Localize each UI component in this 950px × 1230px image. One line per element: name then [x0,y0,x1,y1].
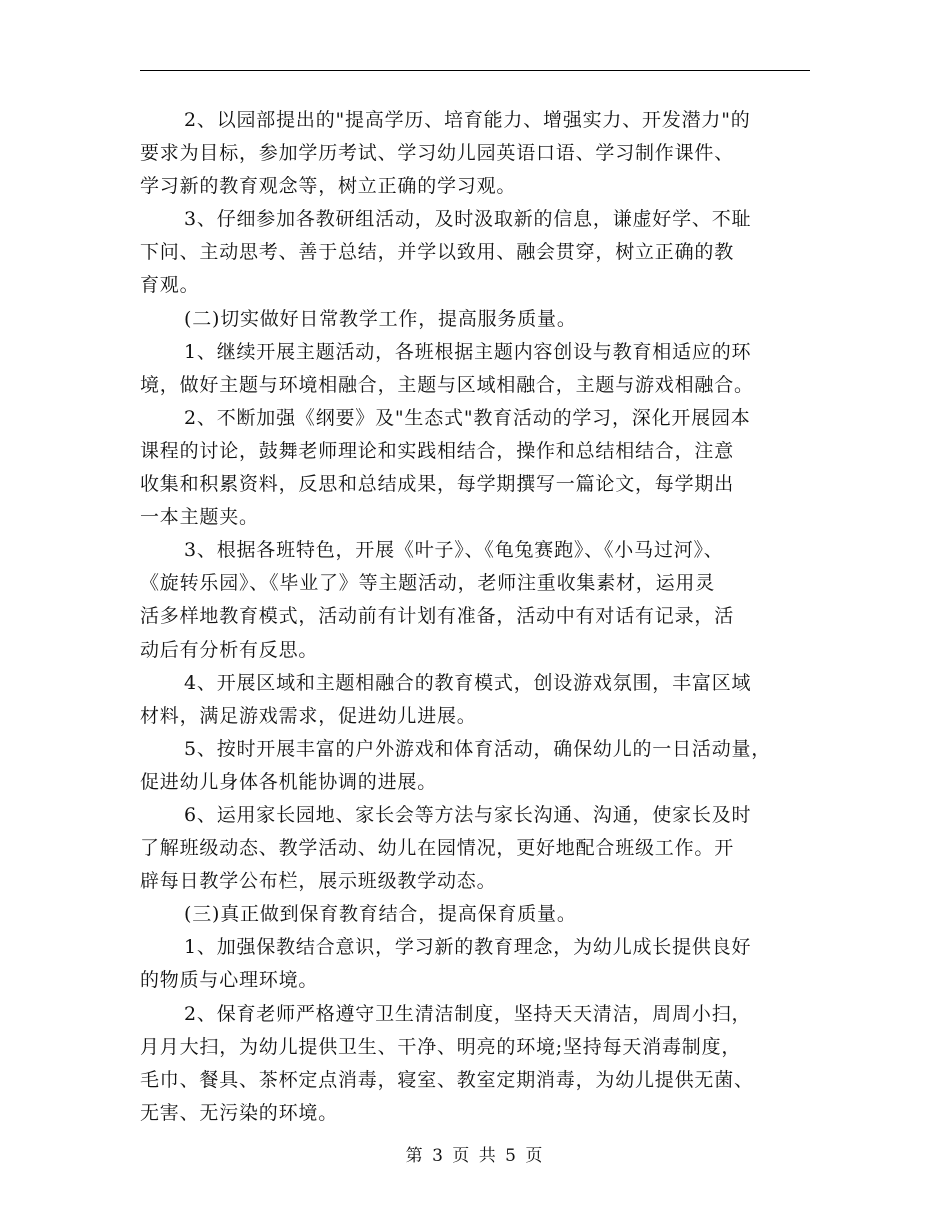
text-line: 材料，满足游戏需求，促进幼儿进展。 [140,704,477,727]
text-line: 毛巾、餐具、茶杯定点消毒，寝室、教室定期消毒，为幼儿提供无菌、 [140,1068,754,1091]
text-line: 下问、主动思考、善于总结，并学以致用、融会贯穿，树立正确的教 [140,241,735,264]
text-line: 收集和积累资料，反思和总结成果，每学期撰写一篇论文，每学期出 [140,473,735,496]
text-line: 的物质与心理环境。 [140,969,319,992]
text-line: (二)切实做好日常教学工作，提高服务质量。 [184,307,577,330]
text-line: 要求为目标，参加学历考试、学习幼儿园英语口语、学习制作课件、 [140,142,735,165]
text-line: 境，做好主题与环境相融合，主题与区域相融合，主题与游戏相融合。 [140,373,754,396]
text-line: 5、按时开展丰富的户外游戏和体育活动，确保幼儿的一日活动量， [184,737,772,760]
text-line: 1、继续开展主题活动，各班根据主题内容创设与教育相适应的环 [184,340,752,363]
text-line: 6、运用家长园地、家长会等方法与家长沟通、沟通，使家长及时 [184,803,752,826]
text-line: 1、加强保教结合意识，学习新的教育理念，为幼儿成长提供良好 [184,936,752,959]
text-line: 4、开展区域和主题相融合的教育模式，创设游戏氛围，丰富区域 [184,671,752,694]
text-line: 月月大扫，为幼儿提供卫生、干净、明亮的环境;坚持每天消毒制度， [140,1035,742,1058]
text-line: 动后有分析有反思。 [140,638,319,661]
header-rule [140,70,810,71]
text-line: 2、以园部提出的"提高学历、培育能力、增强实力、开发潜力"的 [184,109,751,131]
text-line: 2、保育老师严格遵守卫生清洁制度，坚持天天清洁，周周小扫， [184,1002,752,1025]
text-line: 一本主题夹。 [140,506,259,529]
text-line: 课程的讨论，鼓舞老师理论和实践相结合，操作和总结相结合，注意 [140,439,735,462]
text-line: 促进幼儿身体各机能协调的进展。 [140,770,438,793]
text-line: 《旋转乐园》、《毕业了》等主题活动，老师注重收集素材，运用灵 [140,572,716,595]
text-line: 3、根据各班特色，开展《叶子》、《龟兔赛跑》、《小马过河》、 [184,539,724,562]
text-line: 3、仔细参加各教研组活动，及时汲取新的信息，谦虚好学、不耻 [184,208,752,231]
text-line: 活多样地教育模式，活动前有计划有准备，活动中有对话有记录，活 [140,605,735,628]
text-line: 辟每日教学公布栏，展示班级教学动态。 [140,870,497,893]
text-line: (三)真正做到保育教育结合，提高保育质量。 [184,903,577,926]
text-line: 学习新的教育观念等，树立正确的学习观。 [140,175,517,198]
text-line: 无害、无污染的环境。 [140,1101,339,1124]
page-footer: 第 3 页 共 5 页 [405,1146,545,1166]
document-body [140,104,820,1130]
text-line: 育观。 [140,274,200,297]
text-line: 2、不断加强《纲要》及"生态式"教育活动的学习，深化开展园本 [184,406,751,429]
text-line: 了解班级动态、教学活动、幼儿在园情况，更好地配合班级工作。开 [140,837,735,860]
